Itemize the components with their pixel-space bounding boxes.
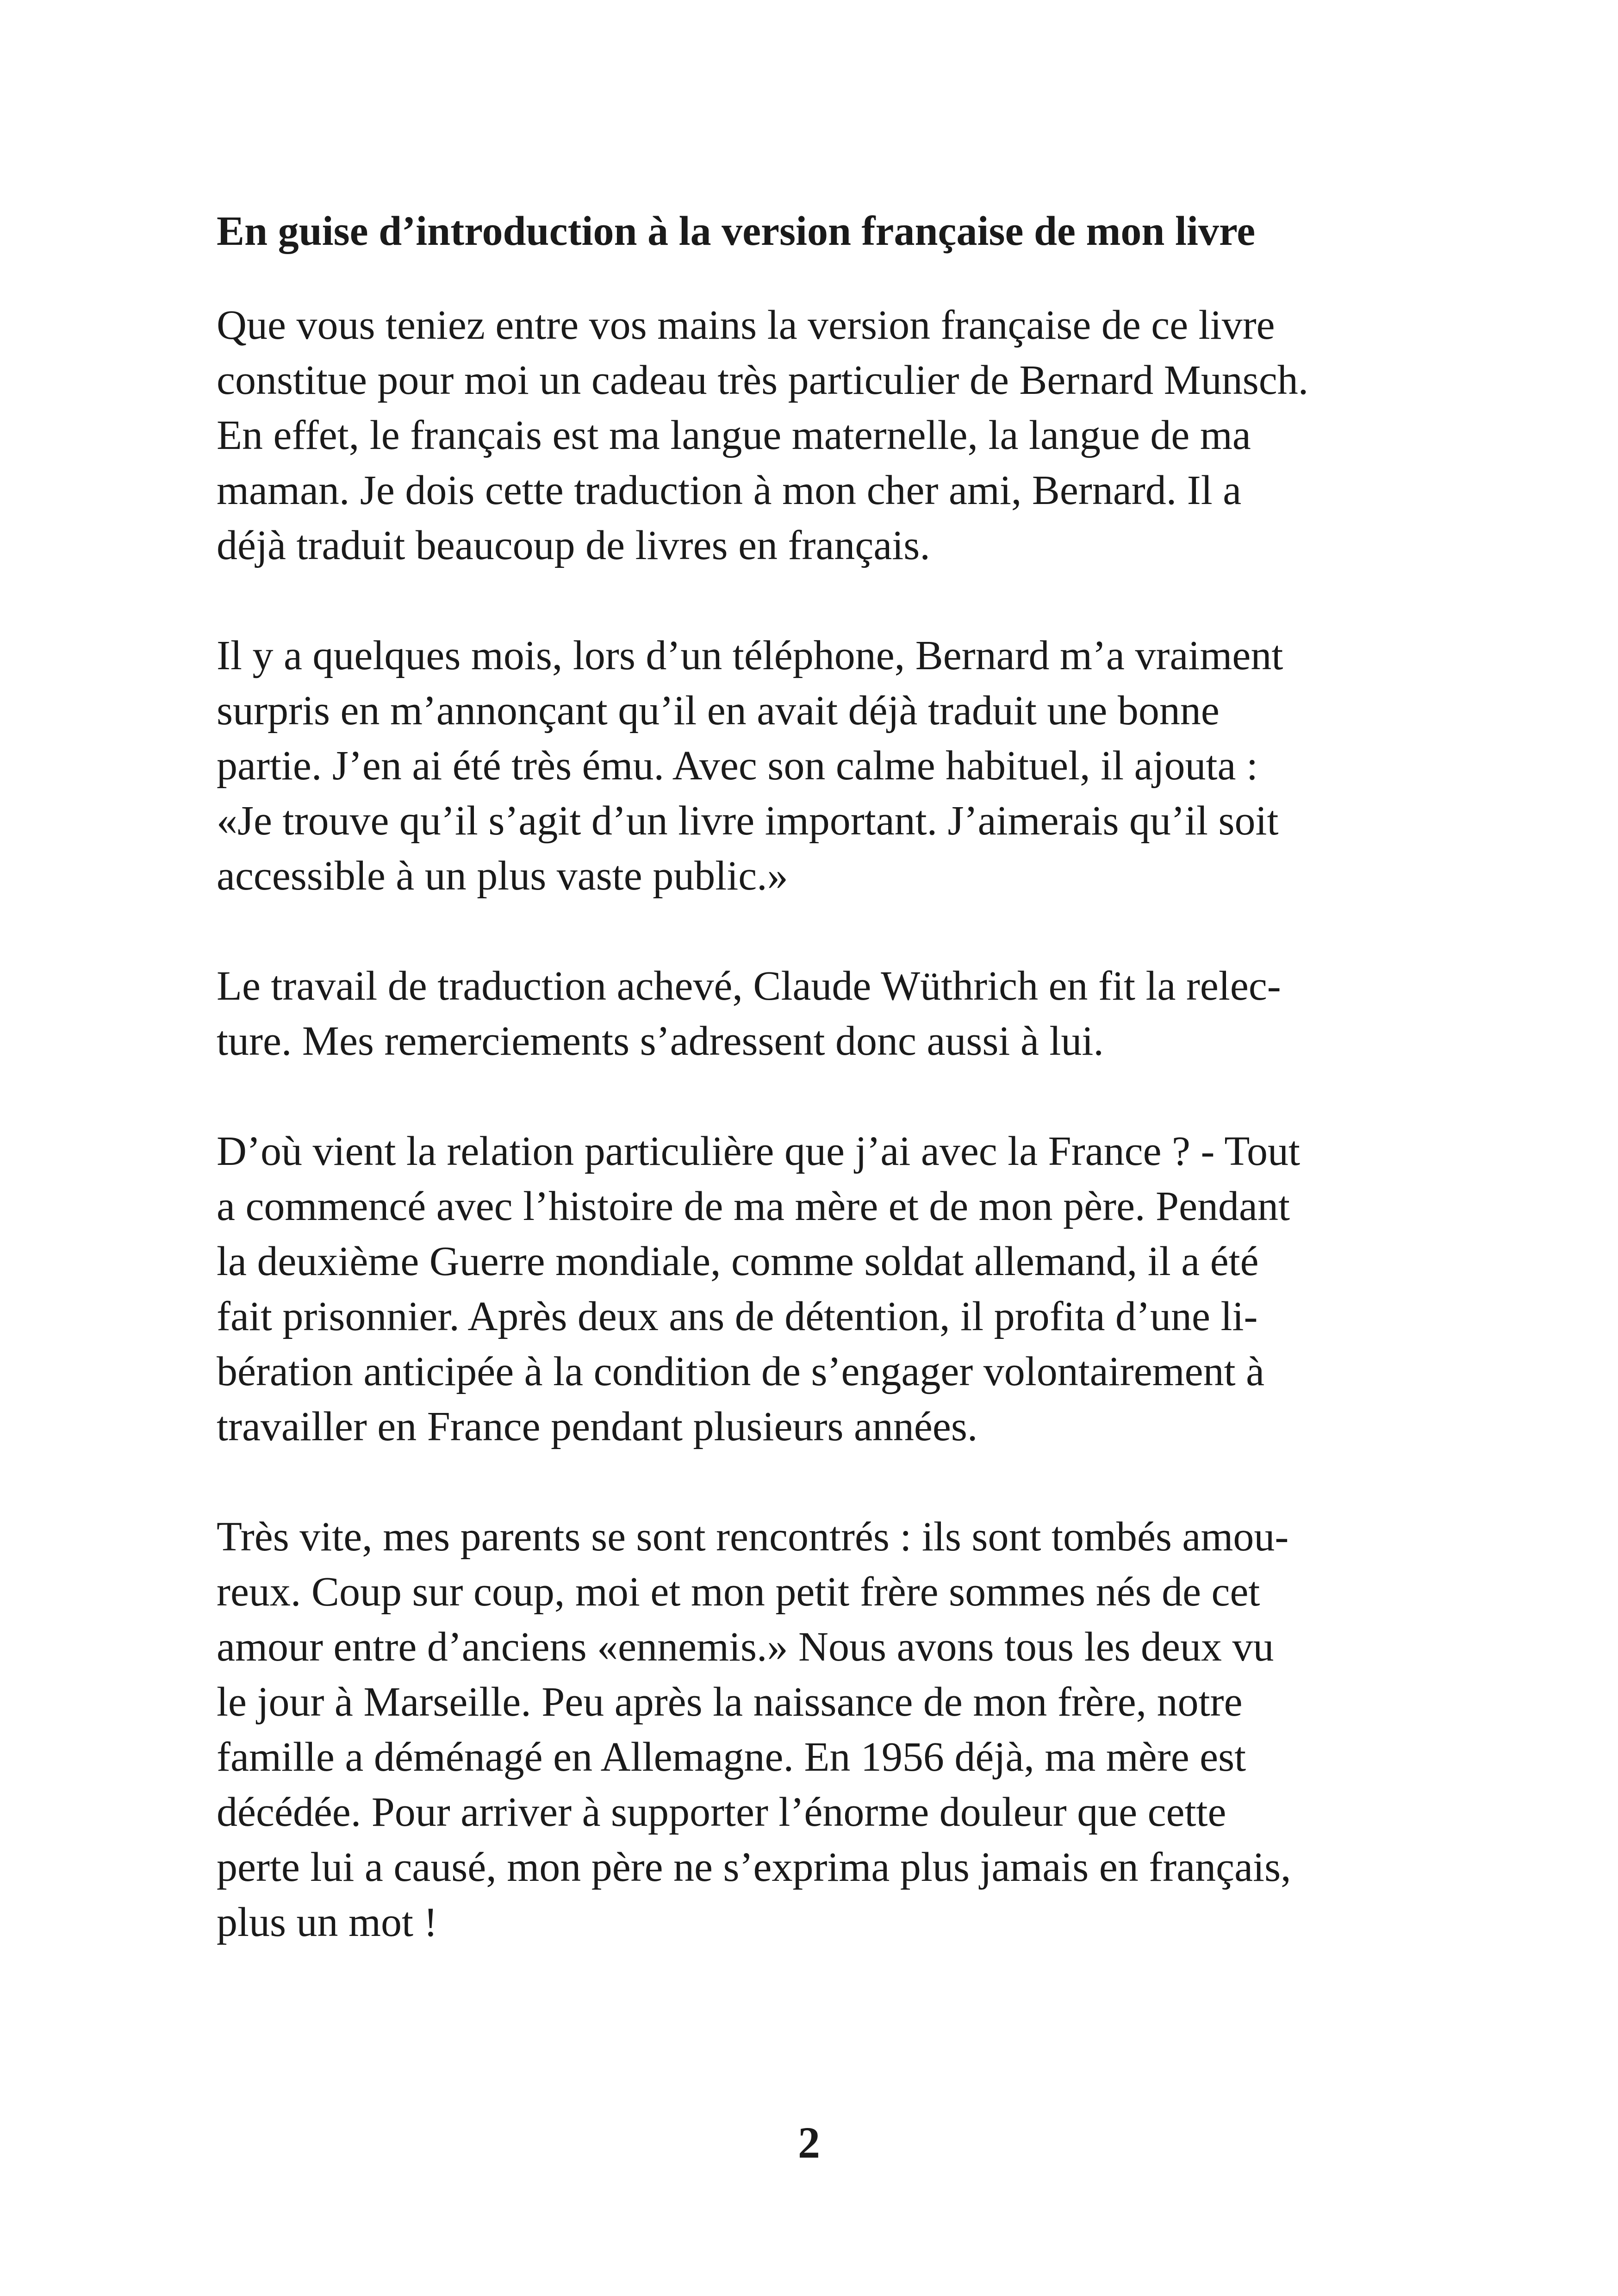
text-line: Il y a quelques mois, lors d’un téléphone, Bernard m’a vraiment: [217, 633, 1283, 678]
text-line: Que vous teniez entre vos mains la version française de ce livre: [217, 302, 1275, 348]
text-line: la deuxième Guerre mondiale, comme soldat allemand, il a été: [217, 1238, 1259, 1284]
paragraph: [217, 298, 1429, 573]
text-line: amour entre d’anciens «ennemis.» Nous avons tous les deux vu: [217, 1624, 1274, 1670]
text-line: reux. Coup sur coup, moi et mon petit frère sommes nés de cet: [217, 1569, 1260, 1615]
paragraph: [217, 958, 1429, 1069]
text-line: maman. Je dois cette traduction à mon cher ami, Bernard. Il a: [217, 467, 1242, 513]
text-line: fait prisonnier. Après deux ans de détention, il profita d’une li-: [217, 1294, 1258, 1339]
text-line: surpris en m’annonçant qu’il en avait déjà traduit une bonne: [217, 688, 1220, 734]
page-number: 2: [798, 2118, 820, 2167]
text-line: D’où vient la relation particulière que j’ai avec la France ? - Tout: [217, 1128, 1301, 1174]
text-line: ture. Mes remerciements s’adressent donc aussi à lui.: [217, 1018, 1104, 1064]
text-line: constitue pour moi un cadeau très particulier de Bernard Munsch.: [217, 357, 1309, 403]
text-line: perte lui a causé, mon père ne s’exprima plus jamais en français,: [217, 1844, 1291, 1890]
text-line: plus un mot !: [217, 1899, 438, 1945]
text-line: le jour à Marseille. Peu après la naissance de mon frère, notre: [217, 1679, 1243, 1725]
text-line: En effet, le français est ma langue maternelle, la langue de ma: [217, 412, 1251, 458]
text-line: a commencé avec l’histoire de ma mère et de mon père. Pendant: [217, 1183, 1290, 1229]
text-line: décédée. Pour arriver à supporter l’énorme douleur que cette: [217, 1789, 1226, 1835]
text-line: famille a déménagé en Allemagne. En 1956 déjà, ma mère est: [217, 1734, 1246, 1780]
page-title: En guise d’introduction à la version française de mon livre: [217, 208, 1256, 254]
paragraph: [217, 628, 1429, 903]
text-line: déjà traduit beaucoup de livres en français.: [217, 523, 930, 568]
text-line: Très vite, mes parents se sont rencontrés : ils sont tombés amou-: [217, 1514, 1289, 1560]
paragraph: [217, 1124, 1429, 1454]
text-line: travailler en France pendant plusieurs années.: [217, 1404, 978, 1450]
text-line: bération anticipée à la condition de s’engager volontairement à: [217, 1349, 1265, 1394]
paragraph: [217, 1509, 1429, 1950]
text-line: «Je trouve qu’il s’agit d’un livre important. J’aimerais qu’il soit: [217, 798, 1279, 844]
body-text: [217, 298, 1429, 2005]
text-line: partie. J’en ai été très ému. Avec son calme habituel, il ajouta :: [217, 743, 1258, 789]
text-line: Le travail de traduction achevé, Claude Wüthrich en fit la relec-: [217, 963, 1281, 1009]
text-line: accessible à un plus vaste public.»: [217, 853, 788, 899]
